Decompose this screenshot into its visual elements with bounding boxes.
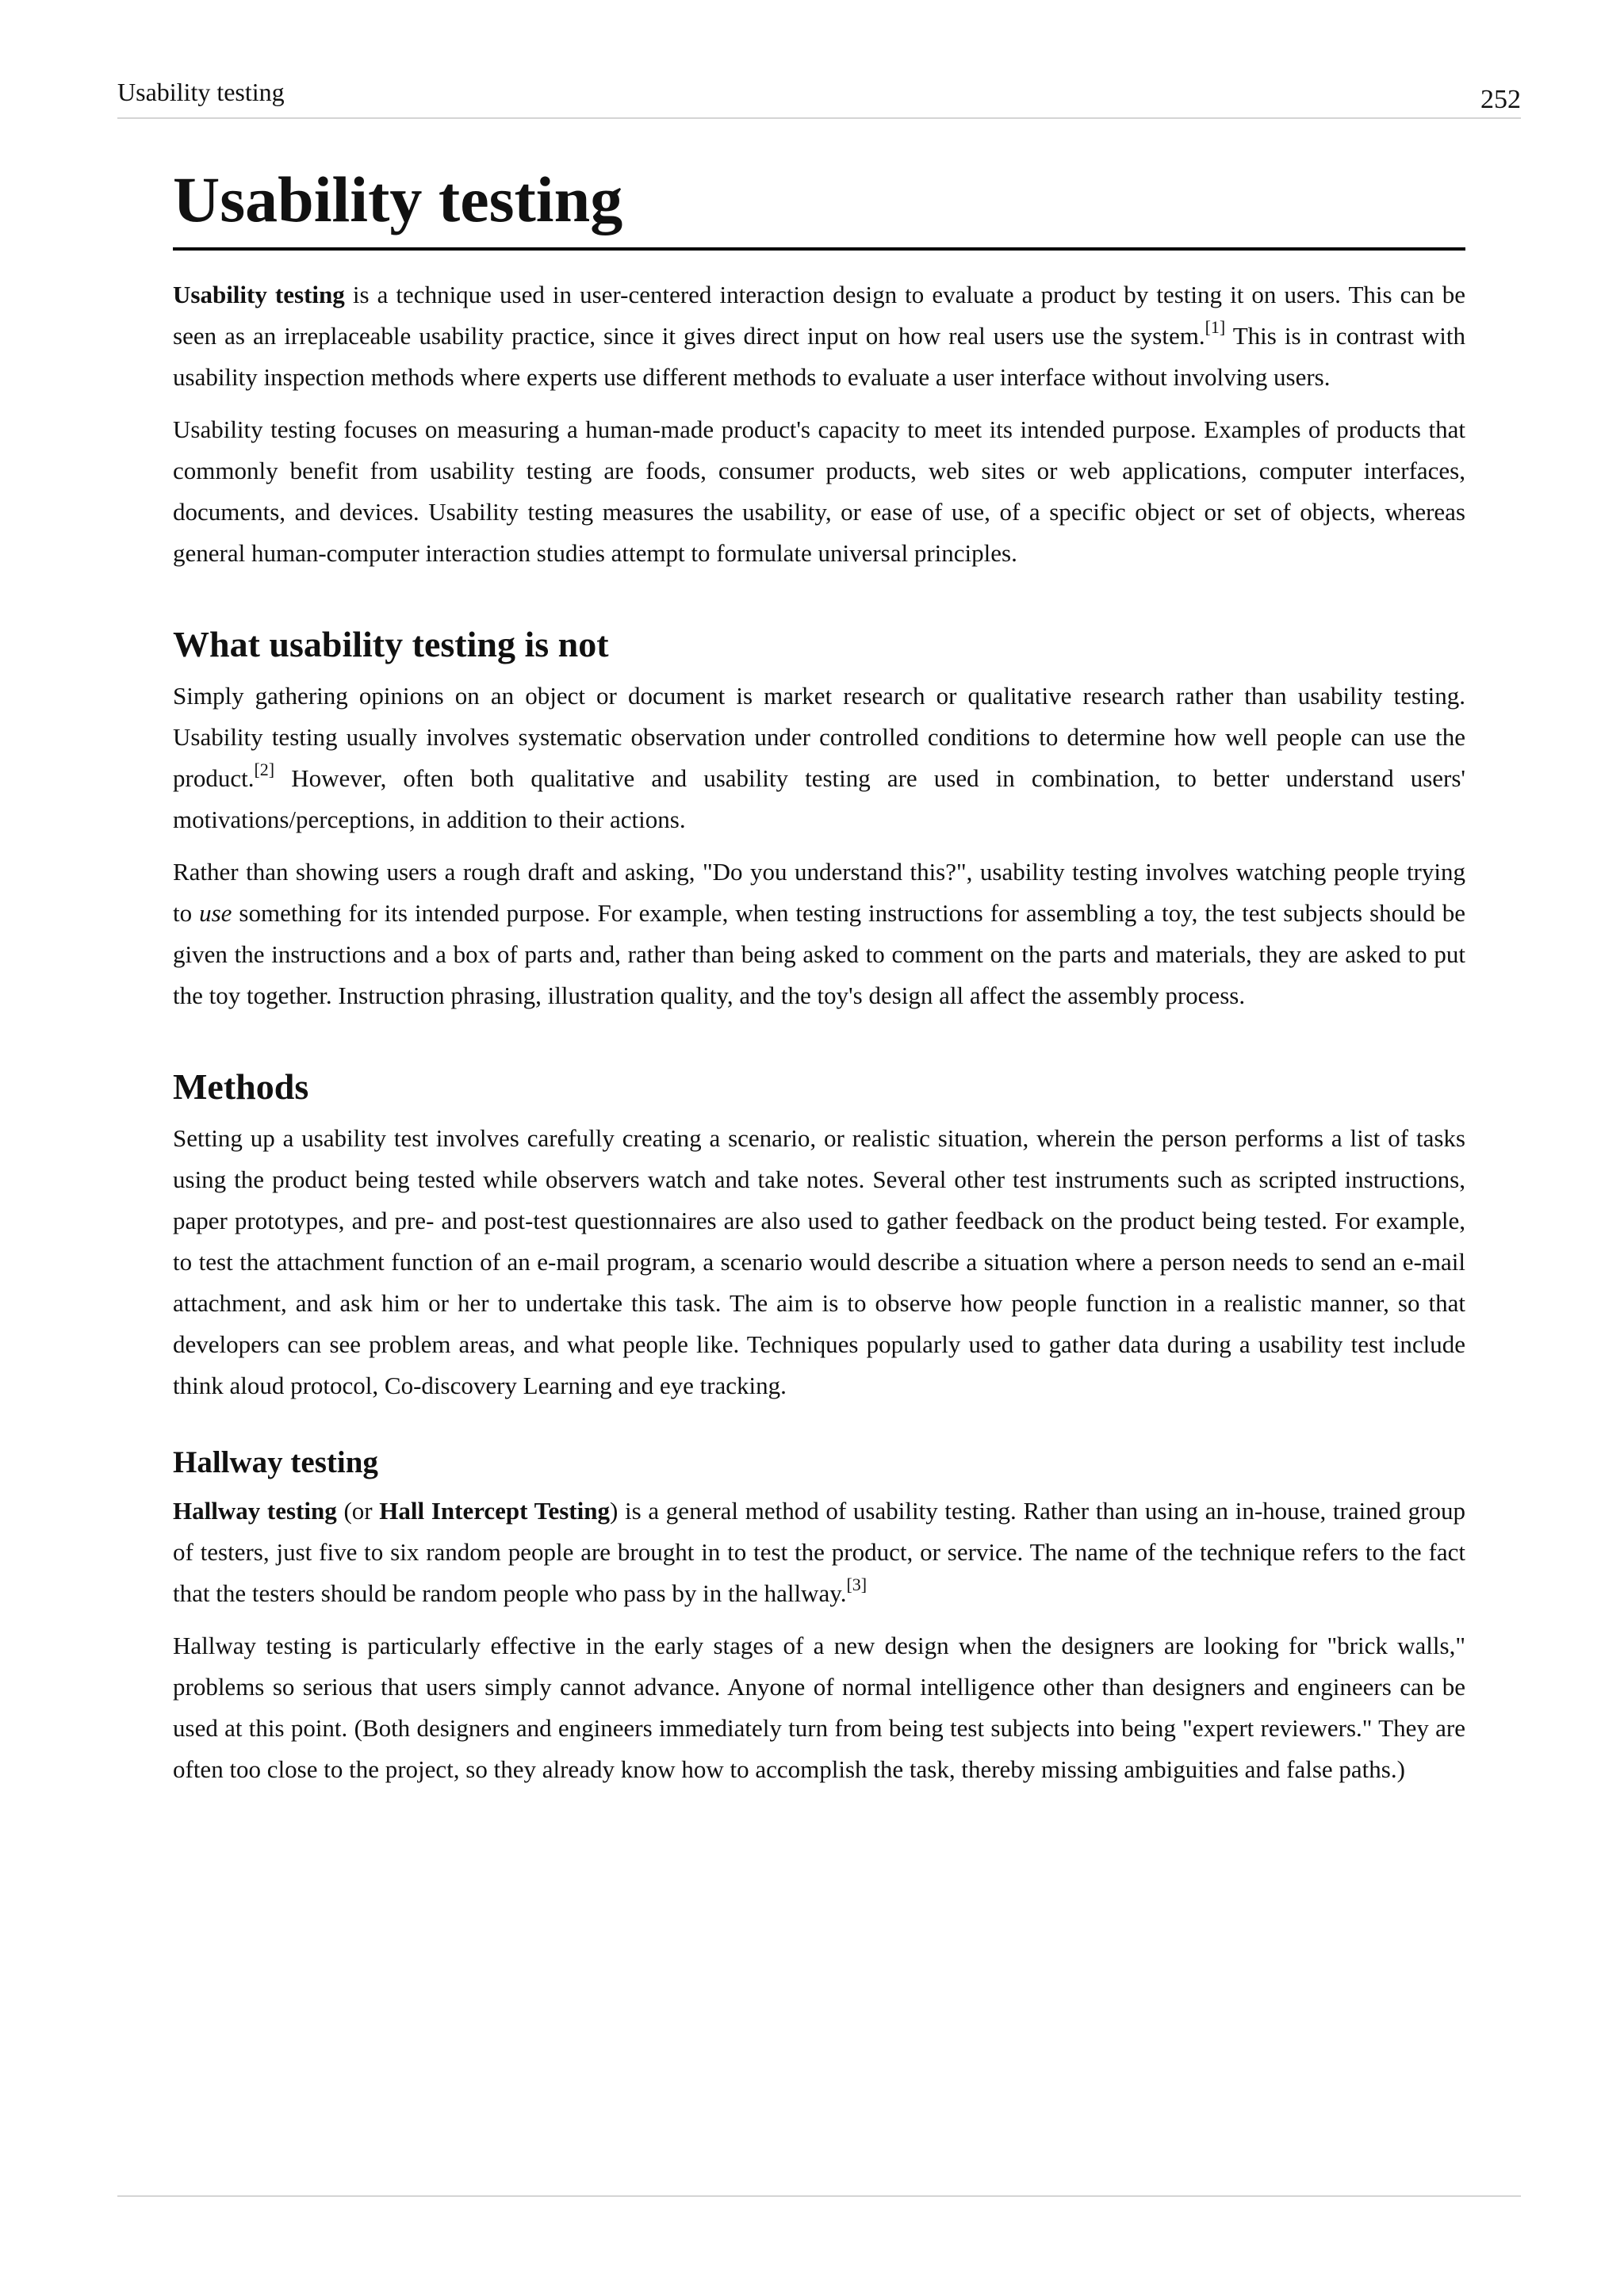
intro-paragraph-2: Usability testing focuses on measuring a human-made product's capacity to meet its intended purpose. Examples of products that commonly benefit from usability testing are foods, consumer products, web sites or web applications, computer interfaces, documents, and devices. Usability testing measures the usability, or ease of use, of a specific object or set of objects, whereas general human-computer interaction studies attempt to formulate universal principles. bbox=[173, 415, 1465, 567]
subsection-heading-hallway: Hallway testing bbox=[173, 1445, 378, 1479]
not-p2-text-b: something for its intended purpose. For example, when testing instructions for assembling a toy, the test subjects should be given the instructions and a box of parts and, rather than being asked to comment on the parts and materials, they are asked to put the toy together. Instruction phrasing, illustration quality, and the toy's design all affect the assembly process. bbox=[173, 899, 1465, 1009]
hallway-paragraph-2: Hallway testing is particularly effective in the early stages of a new design when the designers are looking for "brick walls," problems so serious that users simply cannot advance. Anyone of normal intelligence other than designers and engineers can be used at this point. (Both designers and engineers immediately turn from being test subjects into being "expert reviewers." They are often too close to the project, so they already know how to accomplish the task, thereby missing ambiguities and false paths.) bbox=[173, 1632, 1465, 1783]
methods-paragraph-1: Setting up a usability test involves carefully creating a scenario, or realistic situation, wherein the person performs a list of tasks using the product being tested while observers watch and take notes. Several other test instruments such as scripted instructions, paper prototypes, and pre- and post-test questionnaires are also used to gather feedback on the product being tested. For example, to test the attachment function of an e-mail program, a scenario would describe a situation where a person needs to send an e-mail attachment, and ask him or her to undertake this task. The aim is to observe how people function in a realistic manner, so that developers can see problem areas, and what people like. Techniques popularly used to gather data during a usability test include think aloud protocol, Co-discovery Learning and eye tracking. bbox=[173, 1124, 1465, 1399]
not-paragraph-2 bbox=[173, 851, 1465, 1016]
not-paragraph-1 bbox=[173, 675, 1465, 840]
citation-link-2[interactable]: [2] bbox=[254, 760, 275, 779]
running-title: Usability testing bbox=[117, 78, 285, 106]
section-heading-methods: Methods bbox=[173, 1066, 309, 1107]
section-heading-not: What usability testing is not bbox=[173, 624, 609, 664]
running-header bbox=[117, 76, 1521, 119]
intro-text-b: This is in contrast with usability inspection methods where experts use different methods to evaluate a user interface without involving users. bbox=[173, 322, 1466, 391]
not-p1-text-a: Simply gathering opinions on an object or document is market research or qualitative research rather than usability testing. Usability testing usually involves systematic observation under controlled conditions to determine how well people can use the product. bbox=[173, 682, 1465, 792]
hallway-paragraph-1 bbox=[173, 1490, 1465, 1614]
page-number: 252 bbox=[1480, 85, 1521, 114]
citation-link-3[interactable]: [3] bbox=[846, 1575, 868, 1594]
not-p1-text-b: However, often both qualitative and usability testing are used in combination, to better understand users' motivations/perceptions, in addition to their actions. bbox=[173, 764, 1465, 833]
footer-divider bbox=[117, 2195, 1521, 2197]
intro-term: Usability testing bbox=[173, 281, 345, 308]
hallway-term: Hallway testing bbox=[173, 1497, 337, 1525]
not-p2-text-a: Rather than showing users a rough draft and asking, "Do you understand this?", usability testing involves watching people trying to bbox=[173, 858, 1465, 927]
hallway-p1-text-b: ) is a general method of usability testing. Rather than using an in-house, trained group of testers, just five to six random people are brought in to test the product, or service. The name of the technique refers to the fact that the testers should be random people who pass by in the hallway. bbox=[173, 1497, 1465, 1607]
page-title: Usability testing bbox=[173, 155, 1465, 251]
intro-text-a: is a technique used in user-centered interaction design to evaluate a product by testing it on users. This can be seen as an irreplaceable usability practice, since it gives direct input on how real users use the system. bbox=[173, 281, 1465, 350]
hallway-p1-text-a: (or bbox=[336, 1497, 380, 1525]
hallway-term-2: Hall Intercept Testing bbox=[379, 1497, 610, 1525]
citation-link-1[interactable]: [1] bbox=[1205, 317, 1226, 337]
intro-paragraph-1 bbox=[173, 274, 1465, 398]
article-body bbox=[173, 155, 1465, 1790]
not-p2-emphasis: use bbox=[199, 899, 232, 927]
